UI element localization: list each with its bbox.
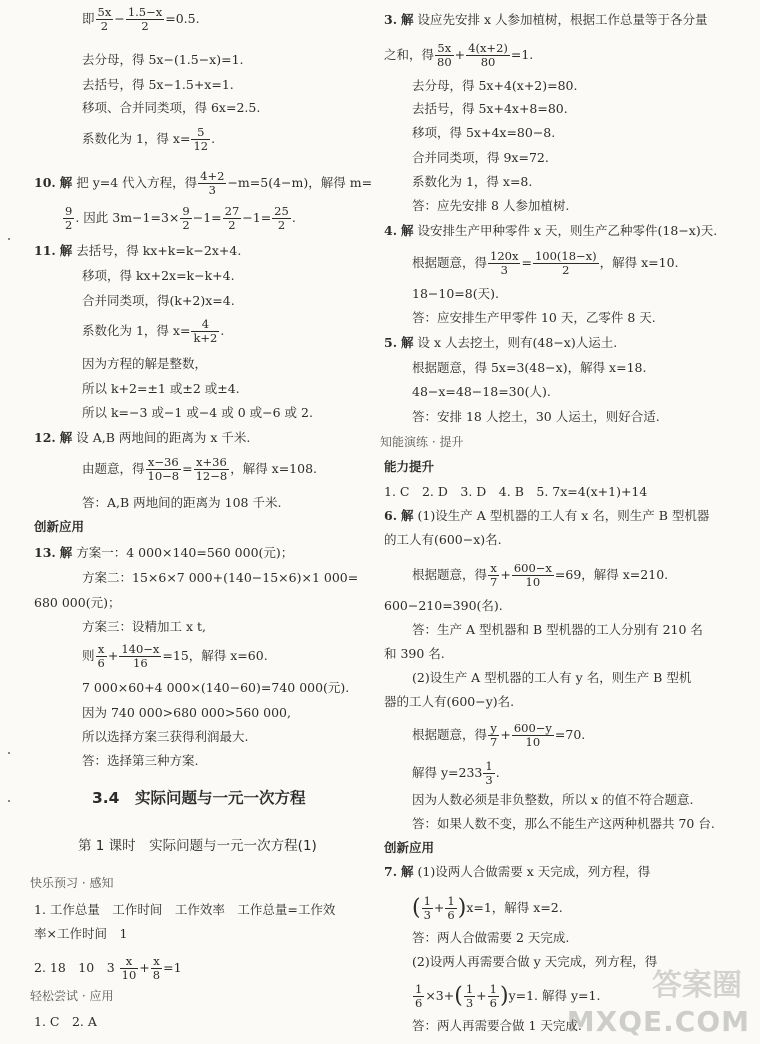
answer-line: 答：如果人数不变，那么不能生产这两种机器共 70 台.	[412, 816, 715, 831]
fraction: $\frac{100(18-x)}{2}$	[534, 249, 597, 277]
step-line: 去分母，得 5x−(1.5−x)=1.	[82, 52, 244, 67]
fraction: $\frac{25}{2}$	[274, 204, 289, 232]
fraction: $\frac{27}{2}$	[224, 204, 240, 232]
fraction: $\frac{x}{6}$	[97, 642, 105, 670]
equation-line: 即 $\frac{5x}{2}$ − $\frac{1.5-x}{2}$ =0.5.	[82, 5, 200, 33]
section-heading: 创新应用	[384, 840, 435, 855]
subsection-label: 快乐预习 · 感知	[30, 876, 114, 890]
step-line: 因为人数必须是非负整数，所以 x 的值不符合题意.	[412, 792, 694, 807]
step-line: 因为方程的解是整数，	[82, 356, 208, 371]
step-line: 根据题意，得 $\frac{120x}{3}$ = $\frac{100(18-x)}{2}$ ，解得 x=10.	[412, 249, 679, 277]
fraction: $\frac{5x}{80}$	[437, 41, 452, 69]
step-line: 所以 k+2=±1 或±2 或±4.	[82, 381, 240, 396]
step-line: 所以 k=−3 或−1 或−4 或 0 或−6 或 2.	[82, 405, 313, 420]
question-4: 4. 解 设安排生产甲种零件 x 天，则生产乙种零件(18−x)天.	[384, 223, 718, 238]
answer-line: 答：选择第三种方案.	[82, 753, 199, 768]
step-line: 因为 740 000>680 000>560 000,	[82, 705, 291, 720]
step-line: 系数化为 1，得 x= $\frac{4}{k+2}$ .	[82, 317, 225, 345]
scan-mark	[8, 238, 10, 240]
question-7: 7. 解 (1)设两人合做需要 x 天完成，列方程，得	[384, 864, 651, 879]
answer-line: 答：A,B 两地间的距离为 108 千米.	[82, 495, 282, 510]
preview-answer-1-cont: 率×工作时间 1	[34, 926, 128, 941]
fraction: $\frac{9}{2}$	[182, 204, 190, 232]
multiple-choice-answers: 1. C 2. D 3. D 4. B 5. 7x=4(x+1)+14	[384, 484, 648, 499]
step-line: 所以选择方案三获得利润最大.	[82, 729, 249, 744]
step-line: 系数化为 1，得 x=8.	[412, 174, 533, 189]
question-3-cont: 之和，得 $\frac{5x}{80}$ + $\frac{4(x+2)}{80}$ =1.	[384, 41, 534, 69]
step-line: 去括号，得 5x+4x+8=80.	[412, 101, 568, 116]
step-line: 7 000×60+4 000×(140−60)=740 000(元).	[82, 680, 350, 695]
watermark-logo: 答案圈	[652, 968, 742, 1003]
step-line: (2)设生产 A 型机器的工人有 y 名，则生产 B 型机	[412, 670, 692, 685]
fraction: $\frac{x-36}{10-8}$	[147, 455, 180, 483]
preview-answer-1: 1. 工作总量 工作时间 工作效率 工作总量=工作效	[34, 902, 336, 917]
step-line: 解得 y=233 $\frac{1}{3}$ .	[412, 759, 500, 787]
question-10-cont: $\frac{9}{2}$ . 因此 3m−1=3× $\frac{9}{2}$ −1= $\frac{27}{2}$ −1= $\frac{25}{2}$ .	[65, 204, 296, 232]
section-title: 3.4 实际问题与一元一次方程	[92, 789, 306, 807]
fraction: $\frac{x+36}{12-8}$	[195, 455, 228, 483]
question-5: 5. 解 设 x 人去挖土，则有(48−x)人运土.	[384, 335, 618, 350]
answer-line: 答：两人合做需要 2 天完成.	[412, 930, 570, 945]
section-heading: 能力提升	[384, 459, 435, 474]
scan-mark	[8, 752, 10, 754]
answer-line: 答：应先安排 8 人参加植树.	[412, 198, 570, 213]
fraction: $\frac{5x}{2}$	[97, 5, 112, 33]
answer-line: 答：安排 18 人挖土，30 人运土，则好合适.	[412, 409, 660, 424]
fraction: $\frac{1}{3}$	[465, 982, 474, 1010]
fraction: $\frac{4(x+2)}{80}$	[468, 41, 508, 69]
step-line: 680 000(元)；	[34, 595, 121, 610]
question-6-cont: 的工人有(600−x)名.	[384, 532, 502, 547]
preview-answer-2: 2. 18 10 3 $\frac{x}{10}$ + $\frac{x}{8}$ =1	[34, 954, 182, 982]
fraction: $\frac{4+2}{3}$	[200, 169, 225, 197]
fraction: $\frac{y}{7}$	[490, 721, 498, 749]
fraction: $\frac{5}{12}$	[193, 125, 209, 153]
step-line: 由题意，得 $\frac{x-36}{10-8}$ = $\frac{x+36}{12-8}$ ，解得 x=108.	[82, 455, 318, 483]
step-line: 去括号，得 5x−1.5+x=1.	[82, 77, 234, 92]
fraction: $\frac{120x}{3}$	[490, 249, 519, 277]
step-line: 移项，得 kx+2x=k−k+4.	[82, 268, 235, 283]
answer-line: 答：生产 A 型机器和 B 型机器的工人分别有 210 名	[412, 622, 703, 637]
question-3: 3. 解 设应先安排 x 人参加植树，根据工作总量等于各分量	[384, 12, 708, 27]
step-line: 根据题意，得 $\frac{y}{7}$ + $\frac{600-y}{10}$ =70.	[412, 721, 586, 749]
fraction: $\frac{1.5-x}{2}$	[127, 5, 163, 33]
fraction: $\frac{1}{6}$	[489, 982, 497, 1010]
step-line: 48−x=48−18=30(人).	[412, 384, 551, 399]
try-answers: 1. C 2. A	[34, 1014, 97, 1029]
step-line: 根据题意，得 $\frac{x}{7}$ + $\frac{600-x}{10}$ =69，解得 x=210.	[412, 561, 669, 589]
answer-line: 答：两人再需要合做 1 天完成.	[412, 1018, 582, 1033]
fraction: $\frac{1}{6}$	[415, 982, 423, 1010]
answer-line: 答：应安排生产甲零件 10 天，乙零件 8 天.	[412, 310, 656, 325]
section-heading: 创新应用	[34, 519, 85, 534]
fraction: $\frac{600-y}{10}$	[513, 721, 552, 749]
step-line: 根据题意，得 5x=3(48−x)，解得 x=18.	[412, 360, 647, 375]
step-line: 18−10=8(天).	[412, 286, 499, 301]
fraction: $\frac{1}{6}$	[447, 894, 455, 922]
question-11: 11. 解 去括号，得 kx+k=k−2x+4.	[34, 243, 242, 258]
subsection-label: 知能演练 · 提升	[380, 435, 464, 449]
lesson-title: 第 1 课时 实际问题与一元一次方程(1)	[78, 838, 317, 854]
step-line: 则 $\frac{x}{6}$ + $\frac{140-x}{16}$ =15，解得 x=60.	[82, 642, 268, 670]
fraction: $\frac{x}{8}$	[152, 954, 161, 982]
step-line: 合并同类项，得 9x=72.	[412, 150, 549, 165]
step-line: 600−210=390(名).	[384, 598, 503, 613]
fraction: $\frac{140-x}{16}$	[121, 642, 160, 670]
step-line: 移项、合并同类项，得 6x=2.5.	[82, 100, 261, 115]
step-line: 方案二：15×6×7 000+(140−15×6)×1 000=	[82, 570, 359, 585]
question-6: 6. 解 (1)设生产 A 型机器的工人有 x 名，则生产 B 型机器	[384, 508, 710, 523]
step-line: 器的工人有(600−y)名.	[384, 694, 515, 709]
step-line: 合并同类项，得(k+2)x=4.	[82, 293, 235, 308]
fraction: $\frac{x}{7}$	[490, 561, 498, 589]
step-line: 系数化为 1，得 x= $\frac{5}{12}$ .	[82, 125, 216, 153]
step-line: 去分母，得 5x+4(x+2)=80.	[412, 78, 578, 93]
step-line: $\frac{1}{6}$ ×3+( $\frac{1}{3}$ + $\frac{1}{6}$ )y=1. 解得 y=1.	[415, 982, 601, 1010]
fraction: $\frac{600-x}{10}$	[513, 561, 552, 589]
fraction: $\frac{4}{k+2}$	[193, 317, 218, 345]
answer-line-cont: 和 390 名.	[384, 646, 445, 661]
step-line: 方案三：设精加工 x t,	[82, 619, 206, 634]
question-12: 12. 解 设 A,B 两地间的距离为 x 千米.	[34, 430, 251, 445]
text: 即	[82, 11, 95, 26]
fraction: $\frac{x}{10}$	[121, 954, 137, 982]
watermark-url: MXQE.COM	[566, 1005, 750, 1038]
fraction: $\frac{1}{3}$	[423, 894, 431, 922]
subsection-label: 轻松尝试 · 应用	[30, 989, 114, 1003]
question-10: 10. 解 把 y=4 代入方程，得 $\frac{4+2}{3}$ −m=5(4−m)，解得 m=	[34, 169, 373, 197]
step-line: ( $\frac{1}{3}$ + $\frac{1}{6}$ )x=1，解得 x=2.	[412, 894, 563, 922]
question-13: 13. 解 方案一：4 000×140=560 000(元)；	[34, 545, 294, 560]
fraction: $\frac{9}{2}$	[65, 204, 73, 232]
scan-mark	[8, 800, 10, 802]
step-line: (2)设两人再需要合做 y 天完成，列方程，得	[412, 954, 658, 969]
fraction: $\frac{1}{3}$	[485, 759, 493, 787]
step-line: 移项，得 5x+4x=80−8.	[412, 125, 556, 140]
